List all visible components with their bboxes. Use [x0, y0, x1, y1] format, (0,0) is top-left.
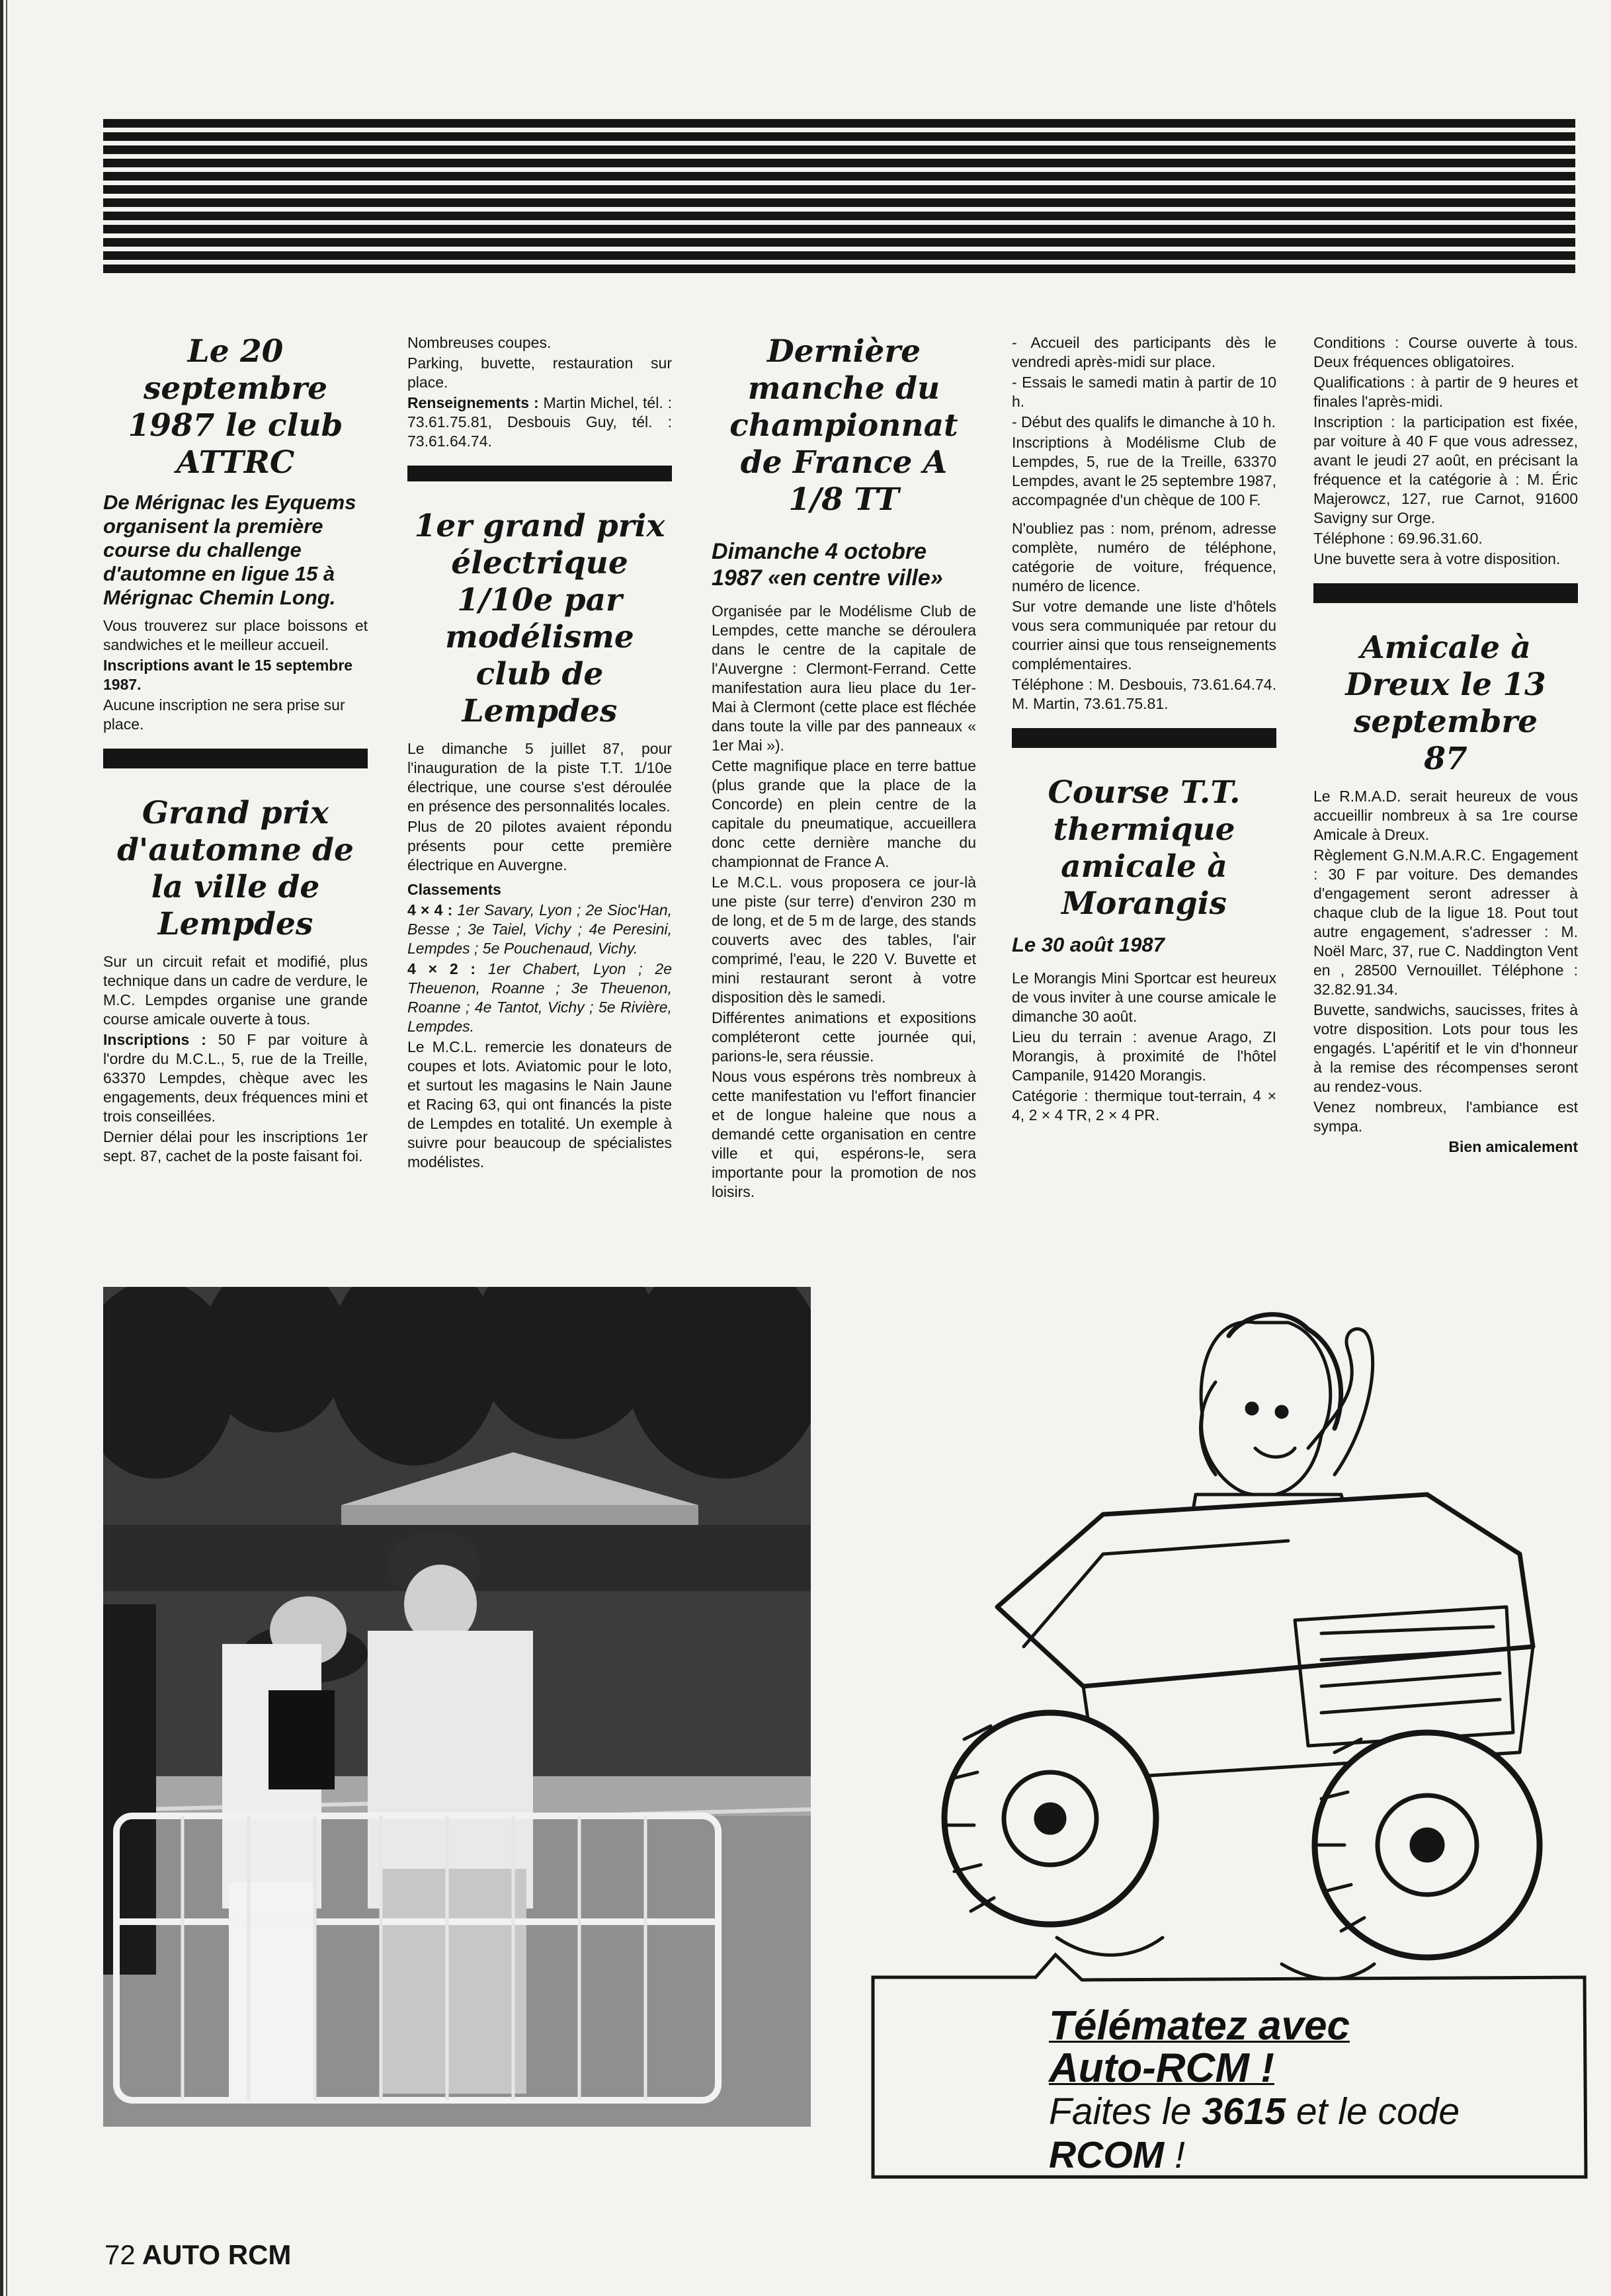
date-morangis: Le 30 août 1987 [1012, 933, 1165, 956]
conditions-text: Conditions : Course ouverte à tous. Deux fréquences obligatoires. [1313, 334, 1578, 370]
classements-label: Classements [407, 881, 501, 898]
inscriptions-attrc: Inscriptions avant le 15 septembre 1987. [103, 657, 353, 693]
qualifications-text: Qualifications : à partir de 9 heures et finales l'après-midi. [1313, 374, 1578, 410]
section-divider [1012, 728, 1276, 748]
inscriptions-championnat: Inscriptions à Modélisme Club de Lempdes, 5, rue de la Treille, 63370 Lempdes, avant le 25 septembre 1987, accompagnée d'un chèque de 100 F. [1012, 434, 1276, 509]
schedule-accueil: - Accueil des participants dès le vendredi après-midi sur place. [1012, 334, 1276, 370]
dreux-p3: Buvette, sandwichs, saucisses, frites à votre disposition. Lots pour tous les engagés. L'apéritif et le vin d'honneur à la remise des récompenses seront au rendez-vous. [1313, 1001, 1578, 1095]
headline-championnat: Dernière manche du championnat de France A 1/8 TT [729, 333, 958, 518]
morangis-p1: Le Morangis Mini Sportcar est heureux de vous inviter à une course amicale le dimanche 30 août. [1012, 969, 1276, 1025]
gp-electrique-p2: Plus de 20 pilotes avaient répondu présents pour cette première électrique en Auvergne. [407, 818, 672, 874]
promo-text [1049, 2005, 1578, 2177]
championnat-p2: Cette magnifique place en terre battue (plus grande que la place de la Concorde) en plein centre de la capitale du pneumatique, accueillera donc cette dernière manche du championnat de France A. [712, 757, 976, 870]
buvette-morangis: Une buvette sera à votre disposition. [1313, 550, 1561, 567]
promo-line-3: Faites le 3615 et le code [1049, 2090, 1460, 2133]
inscriptions-lempdes: Inscriptions : 50 F par voiture à l'ordre du M.C.L., 5, rue de la Treille, 63370 Lempdes, chèque avec les engagements, deux fréquences mini et trois conseillées. [103, 1031, 368, 1125]
telephone-morangis: Téléphone : 69.96.31.60. [1313, 530, 1483, 547]
body-attrc: Vous trouverez sur place boissons et sandwiches et le meilleur accueil. [103, 617, 368, 653]
championnat-p4: Différentes animations et expositions compléteront cette journée qui, parions-le, sera réussie. [712, 1009, 976, 1065]
schedule-essais: - Essais le samedi matin à partir de 10 h. [1012, 374, 1276, 410]
event-photo [103, 1287, 811, 2127]
telematique-promo [870, 1951, 1591, 2182]
magazine-name: AUTO RCM [142, 2239, 292, 2270]
hotels-text: Sur votre demande une liste d'hôtels vous sera communiquée par retour du courrier ainsi que tous renseignements complémentaires. [1012, 598, 1276, 673]
column-4 [1012, 333, 1276, 1126]
inscription-morangis: Inscription : la participation est fixée, par voiture à 40 F que vous adressez, avant le jeudi 27 août, en précisant la fréquence et la catégorie à : M. Éric Majerowcz, 127, rue Carnot, 91600 Savigny sur Orge. [1313, 413, 1578, 526]
column-3 [712, 333, 976, 1203]
column-1 [103, 333, 368, 1167]
championnat-p3: Le M.C.L. vous proposera ce jour-là une piste (sur terre) d'environ 230 m de long, et de 5 m de large, des stands couverts avec des tables, l'air comprimé, l'eau, le 220 V. Buvette et mini restaurant seront à votre disposition dès le samedi. [712, 874, 976, 1006]
coupes-text: Nombreuses coupes. [407, 334, 552, 351]
section-divider [103, 749, 368, 768]
classement-4x4: 4 × 4 : 1er Savary, Lyon ; 2e Sioc'Han, Besse ; 3e Taiel, Vichy ; 4e Peresini, Lempdes ; 5e Pouchenaud, Vichy. [407, 901, 672, 957]
cartoon-illustration [885, 1276, 1575, 2030]
dreux-p2: Règlement G.N.M.A.R.C. Engagement : 30 F par voiture. Des demandes d'engagement seront adresser à chaque club de la ligue 18. Pout tout autre engagement, s'adresser : M. Noël Marc, 37, rue C. Naddington Vent en , 28500 Vernouillet. Téléphone : 32.82.91.34. [1313, 846, 1578, 998]
gp-electrique-p3: Le M.C.L. remercie les donateurs de coupes et lots. Aviatomic pour le loto, et surtout les magasins le Nain Jaune et Racing 63, qui ont financés la piste de Lempdes en totalité. Un exemple à suivre pour beaucoup de spécialistes modélistes. [407, 1038, 672, 1170]
header-stripes [103, 119, 1575, 275]
headline-morangis: Course T.T. thermique amicale à Morangis [1048, 774, 1241, 922]
dreux-p1: Le R.M.A.D. serait heureux de vous accueillir nombreux à sa 1re course Amicale à Dreux. [1313, 788, 1578, 843]
dreux-p4: Venez nombreux, l'ambiance est sympa. [1313, 1098, 1578, 1135]
championnat-p5: Nous vous espérons très nombreux à cette manifestation vu l'effort financier et de longue haleine que nous a demandé cette organisation en centre ville et qui, espérons-le, sera importante pour la promotion de nos loisirs. [712, 1068, 976, 1200]
headline-attrc: Le 20 septembre 1987 le club ATTRC [128, 333, 343, 481]
headline-gp-electrique: 1er grand prix électrique 1/10e par modélisme club de Lempdes [414, 508, 665, 729]
column-5 [1313, 333, 1578, 1158]
signoff: Bien amicalement [1448, 1138, 1578, 1155]
note-attrc: Aucune inscription ne sera prise sur place. [103, 696, 345, 733]
promo-line-2: Auto-RCM ! [1049, 2045, 1274, 2091]
morangis-p2: Lieu du terrain : avenue Arago, ZI Morangis, à proximité de l'hôtel Campanile, 91420 Morangis. [1012, 1028, 1276, 1084]
schedule-qualifs: - Début des qualifs le dimanche à 10 h. [1012, 413, 1276, 430]
championnat-p1: Organisée par le Modélisme Club de Lempdes, cette manche se déroulera dans le centre de la capitale de l'Auvergne : Clermont-Ferrand. Cette manifestation aura lieu place du 1er-Mai à Clermont (cette place est fléchée dans toute la ville par des panneaux « 1er Mai »). [712, 602, 976, 754]
body-lempdes-automne: Sur un circuit refait et modifié, plus technique dans un cadre de verdure, le M.C. Lempdes organise une grande course amicale ouverte à tous. [103, 953, 368, 1028]
oubliez-text: N'oubliez pas : nom, prénom, adresse complète, numéro de téléphone, catégorie de voiture, fréquence, numéro de licence. [1012, 520, 1276, 594]
lead-attrc: De Mérignac les Eyquems organisent la première course du challenge d'automne en ligue 15 à Mérignac Chemin Long. [103, 491, 356, 609]
section-divider [1313, 583, 1578, 603]
column-2 [407, 333, 672, 1173]
headline-lempdes-automne: Grand prix d'automne de la ville de Lempdes [117, 795, 354, 942]
renseignements: Renseignements : Martin Michel, tél. : 73.61.75.81, Desbouis Guy, tél. : 73.61.64.74. [407, 394, 672, 450]
telephone-championnat: Téléphone : M. Desbouis, 73.61.64.74. M. Martin, 73.61.75.81. [1012, 676, 1276, 712]
date-championnat: Dimanche 4 octobre 1987 «en centre ville» [712, 539, 943, 591]
gp-electrique-p1: Le dimanche 5 juillet 87, pour l'inauguration de la piste T.T. 1/10e électrique, une course s'est déroulée en présence des personnalités locales. [407, 740, 672, 815]
morangis-p3: Catégorie : thermique tout-terrain, 4 × 4, 2 × 4 TR, 2 × 4 PR. [1012, 1087, 1276, 1124]
binding-edge [0, 0, 15, 2296]
classement-4x2: 4 × 2 : 1er Chabert, Lyon ; 2e Theuenon, Roanne ; 3e Theuenon, Roanne ; 4e Tantot, Vichy ; 5e Rivière, Lempdes. [407, 960, 673, 1035]
photo-scene [103, 1287, 811, 2127]
page-number: 72 [104, 2239, 136, 2270]
page-footer [104, 2239, 291, 2271]
headline-dreux: Amicale à Dreux le 13 septembre 87 [1345, 630, 1546, 777]
parking-text: Parking, buvette, restauration sur place. [407, 354, 672, 391]
promo-line-4: RCOM ! [1049, 2134, 1185, 2176]
deadline-lempdes: Dernier délai pour les inscriptions 1er sept. 87, cachet de la poste faisant foi. [103, 1128, 368, 1165]
section-divider [407, 466, 672, 481]
promo-line-1: Télématez avec [1049, 2003, 1350, 2049]
